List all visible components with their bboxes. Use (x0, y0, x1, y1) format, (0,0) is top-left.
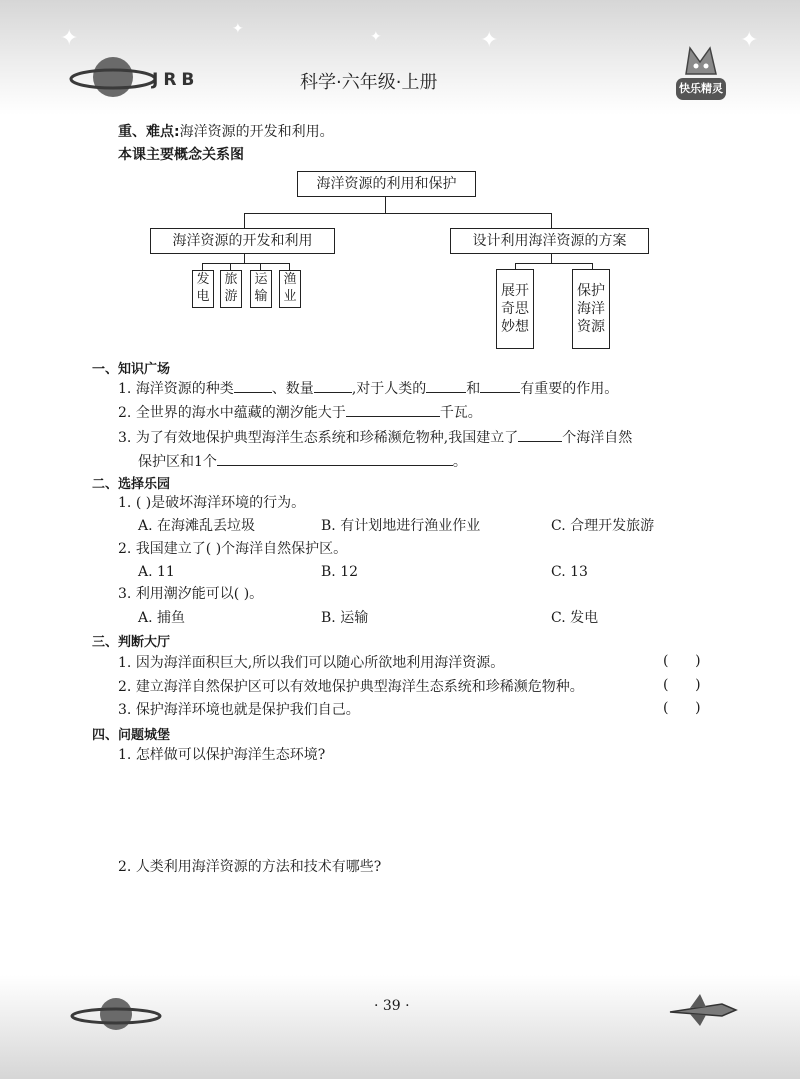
diagram-leaf: 运输 (250, 270, 272, 308)
diagram-left-box: 海洋资源的开发和利用 (150, 228, 335, 254)
diagram-leaf: 展开奇思妙想 (496, 269, 534, 349)
diagram-leaf: 发电 (192, 270, 214, 308)
option-b[interactable]: B. 运输 (321, 610, 369, 626)
planet-icon (68, 990, 164, 1038)
section-title: 四、问题城堡 (92, 728, 171, 743)
star-icon: ✦ (480, 28, 499, 53)
page-number: · 39 · (374, 998, 410, 1014)
star-icon: ✦ (370, 29, 382, 45)
key-points-text: 海洋资源的开发和利用。 (179, 124, 334, 140)
judgement-answer-box[interactable]: ( ) (663, 700, 701, 716)
answer-blank[interactable] (346, 402, 440, 417)
question-1-1: 1. 海洋资源的种类 、数量 ,对于人类的 和 有重要的作用。 (118, 378, 618, 399)
diagram-leaf: 渔业 (279, 270, 301, 308)
option-c[interactable]: C. 发电 (551, 610, 599, 626)
book-title: 科学·六年级·上册 (300, 72, 438, 93)
question-2-2: 2. 我国建立了( )个海洋自然保护区。 (118, 541, 348, 557)
open-question: 2. 人类利用海洋资源的方法和技术有哪些? (118, 859, 382, 875)
diagram-leaf: 旅游 (220, 270, 242, 308)
question-1-3: 3. 为了有效地保护典型海洋生态系统和珍稀濒危物种,我国建立了 个海洋自然 (118, 427, 632, 448)
mascot-icon (680, 44, 722, 80)
diagram-right-box: 设计利用海洋资源的方案 (450, 228, 649, 254)
judgement-item: 3. 保护海洋环境也就是保护我们自己。 (118, 702, 360, 718)
star-icon: ✦ (740, 28, 759, 53)
judgement-item: 2. 建立海洋自然保护区可以有效地保护典型海洋生态系统和珍稀濒危物种。 (118, 679, 584, 695)
star-icon: ✦ (60, 26, 79, 51)
judgement-item: 1. 因为海洋面积巨大,所以我们可以随心所欲地利用海洋资源。 (118, 655, 505, 671)
option-a[interactable]: A. 在海滩乱丢垃圾 (138, 518, 256, 534)
answer-blank[interactable] (518, 427, 562, 442)
option-c[interactable]: C. 合理开发旅游 (551, 518, 655, 534)
key-points-label: 重、难点: (118, 124, 180, 140)
open-question: 1. 怎样做可以保护海洋生态环境? (118, 747, 326, 763)
option-b[interactable]: B. 12 (321, 564, 359, 580)
answer-blank[interactable] (234, 378, 272, 393)
judgement-answer-box[interactable]: ( ) (663, 653, 701, 669)
answer-area[interactable] (138, 770, 698, 840)
star-icon: ✦ (232, 21, 244, 37)
answer-blank[interactable] (426, 378, 466, 393)
option-c[interactable]: C. 13 (551, 564, 588, 580)
answer-blank[interactable] (314, 378, 352, 393)
question-1-2: 2. 全世界的海水中蕴藏的潮汐能大于 千瓦。 (118, 402, 482, 423)
section-title: 一、知识广场 (92, 362, 171, 377)
brand-mark: JRB (152, 70, 200, 90)
question-1-3-cont: 保护区和1个 。 (138, 451, 467, 472)
section-title: 二、选择乐园 (92, 477, 171, 492)
answer-blank[interactable] (217, 451, 453, 466)
judgement-answer-box[interactable]: ( ) (663, 677, 701, 693)
question-2-1: 1. ( )是破坏海洋环境的行为。 (118, 495, 306, 511)
key-points (118, 122, 334, 142)
answer-area[interactable] (138, 882, 698, 962)
answer-blank[interactable] (480, 378, 520, 393)
option-a[interactable]: A. 11 (138, 564, 175, 580)
option-a[interactable]: A. 捕鱼 (138, 610, 186, 626)
section-title: 三、判断大厅 (92, 635, 171, 650)
diagram-heading: 本课主要概念关系图 (118, 147, 244, 163)
space-shuttle-icon (666, 990, 738, 1030)
planet-icon (68, 48, 158, 106)
option-b[interactable]: B. 有计划地进行渔业作业 (321, 518, 481, 534)
question-2-3: 3. 利用潮汐能可以( )。 (118, 586, 264, 602)
diagram-leaf: 保护海洋资源 (572, 269, 610, 349)
series-logo: 快乐精灵 (676, 78, 726, 100)
diagram-root-box: 海洋资源的利用和保护 (297, 171, 476, 197)
